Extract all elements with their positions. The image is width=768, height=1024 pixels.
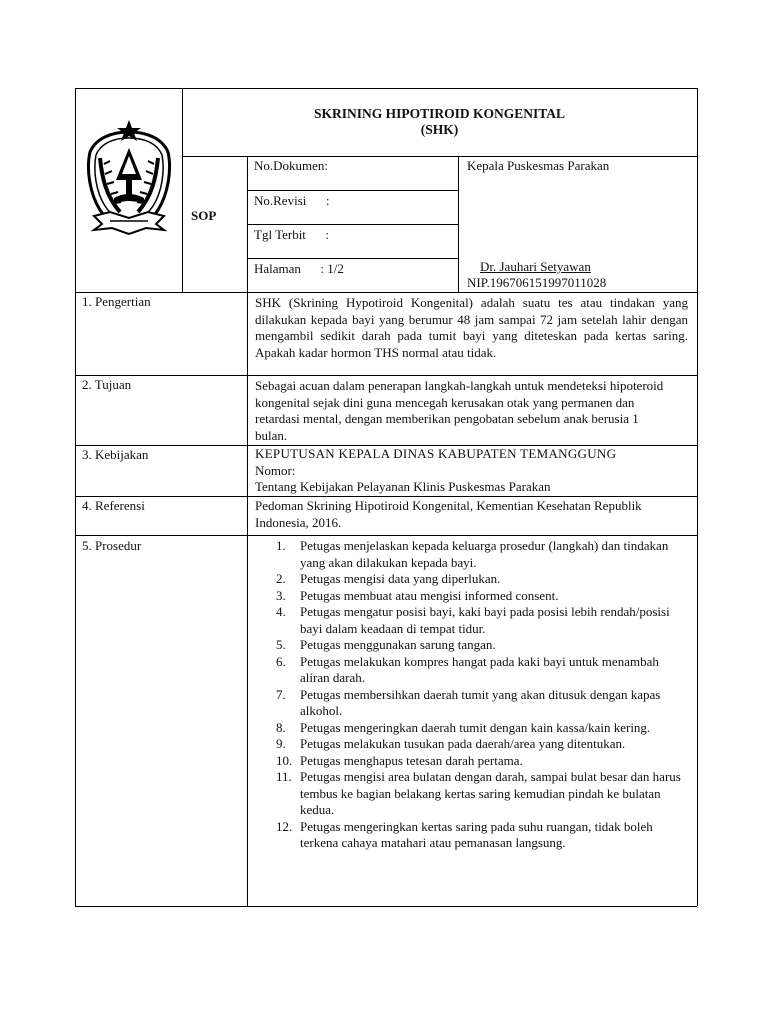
prosedur-steps — [276, 538, 690, 852]
procedure-step-text: Petugas membuat atau mengisi informed consent. — [300, 587, 559, 603]
kebijakan-line-2: Nomor: — [255, 462, 296, 478]
document-title — [182, 106, 697, 138]
procedure-step-number: 2. — [276, 571, 286, 586]
procedure-step-number: 9. — [276, 736, 286, 751]
kebijakan-label: 3. Kebijakan — [82, 447, 149, 462]
row-divider-1 — [75, 375, 697, 376]
procedure-step-text: Petugas menjelaskan kepada keluarga prosedur (langkah) dan tindakan yang akan dilakukan kepada bayi. — [300, 538, 669, 570]
issue-date-field: Tgl Terbit : — [254, 227, 330, 242]
procedure-step-number: 1. — [276, 538, 286, 553]
tujuan-text: Sebagai acuan dalam penerapan langkah-langkah untuk mendeteksi hipoteroid kongenital sejak dini guna mencegah kerusakan otak yang permanen dan retardasi mental, dengan memberikan pengobatan sebelum anak berusia 1 bulan. — [255, 378, 664, 443]
pengertian-text: SHK (Skrining Hypotiroid Kongenital) adalah suatu tes atau tindakan yang dilakukan kepada bayi yang berumur 48 jam sampai 72 jam setelah lahir dengan mengambil sedikit darah pada tumit bayi yang diteteskan pada kertas saring. Apakah kadar hormon THS normal atau tidak. — [255, 295, 688, 360]
procedure-step — [276, 720, 690, 737]
sop-divider — [247, 156, 248, 906]
table-border-top — [75, 88, 697, 89]
procedure-step-text: Petugas mengisi data yang diperlukan. — [300, 571, 501, 586]
table-border-left — [75, 88, 76, 906]
procedure-step-text: Petugas melakukan kompres hangat pada kaki bayi untuk menambah aliran darah. — [300, 653, 659, 685]
table-border-right — [697, 88, 698, 906]
docinfo-divider-2 — [247, 224, 458, 225]
procedure-step-number: 3. — [276, 587, 286, 603]
header-bottom-line — [75, 292, 697, 293]
regency-coat-of-arms-icon — [84, 118, 174, 242]
signature-nip: NIP.196706151997011028 — [467, 275, 607, 290]
procedure-step — [276, 819, 690, 852]
procedure-step-number: 12. — [276, 818, 293, 834]
referensi-text: Pedoman Skrining Hipotiroid Kongenital, Kementian Kesehatan Republik Indonesia, 2016. — [255, 498, 642, 530]
procedure-step-number: 7. — [276, 686, 286, 702]
pengertian-label: 1. Pengertian — [82, 294, 151, 309]
referensi-label: 4. Referensi — [82, 498, 145, 513]
procedure-step-number: 6. — [276, 653, 286, 669]
procedure-step — [276, 687, 690, 720]
procedure-step-number: 4. — [276, 604, 286, 619]
row-divider-3 — [75, 496, 697, 497]
signature-position: Kepala Puskesmas Parakan — [467, 158, 610, 173]
page-field: Halaman : 1/2 — [254, 261, 344, 276]
procedure-step — [276, 538, 690, 571]
procedure-step-text: Petugas melakukan tusukan pada daerah/area yang ditentukan. — [300, 736, 626, 751]
docinfo-divider-1 — [247, 190, 458, 191]
title-divider — [182, 156, 697, 157]
docinfo-divider-3 — [247, 258, 458, 259]
signature-divider — [458, 156, 459, 292]
procedure-step-text: Petugas mengeringkan daerah tumit dengan kain kassa/kain kering. — [300, 719, 651, 735]
procedure-step — [276, 736, 690, 753]
doc-number-field: No.Dokumen: — [254, 158, 329, 173]
procedure-step-text: Petugas mengatur posisi bayi, kaki bayi pada posisi lebih rendah/posisi bayi dalam keadaan di tempat tidur. — [300, 604, 670, 636]
row-divider-4 — [75, 535, 697, 536]
title-line-1: SKRINING HIPOTIROID KONGENITAL — [313, 106, 566, 121]
title-line-2: (SHK) — [420, 122, 459, 137]
sop-label: SOP — [191, 208, 217, 223]
procedure-step — [276, 769, 690, 819]
procedure-step — [276, 753, 690, 770]
procedure-step-number: 10. — [276, 752, 293, 768]
procedure-step-number: 5. — [276, 637, 286, 652]
table-border-bottom — [75, 906, 697, 907]
revision-field: No.Revisi : — [254, 193, 330, 208]
procedure-step — [276, 654, 690, 687]
kebijakan-text — [255, 446, 690, 496]
procedure-step-number: 11. — [276, 769, 292, 784]
procedure-step-text: Petugas mengeringkan kertas saring pada suhu ruangan, tidak boleh terkena cahaya matahari atau pemanasan langsung. — [300, 818, 653, 850]
procedure-step — [276, 571, 690, 588]
procedure-step-text: Petugas membersihkan daerah tumit yang akan ditusuk dengan kapas alkohol. — [300, 686, 661, 718]
procedure-step — [276, 637, 690, 654]
kebijakan-line-3: Tentang Kebijakan Pelayanan Klinis Puskesmas Parakan — [255, 479, 551, 494]
prosedur-label: 5. Prosedur — [82, 538, 142, 553]
procedure-step-text: Petugas mengisi area bulatan dengan darah, sampai bulat besar dan harus tembus ke bagian belakang kertas saring kemudian pindah ke bulatan kedua. — [300, 769, 681, 817]
signature-name: Dr. Jauhari Setyawan — [480, 259, 591, 274]
procedure-step-text: Petugas menggunakan sarung tangan. — [300, 637, 496, 652]
tujuan-label: 2. Tujuan — [82, 377, 132, 392]
procedure-step — [276, 604, 690, 637]
kebijakan-line-1: KEPUTUSAN KEPALA DINAS KABUPATEN TEMANGGUNG — [255, 446, 617, 461]
procedure-step-text: Petugas menghapus tetesan darah pertama. — [300, 752, 523, 768]
procedure-step-number: 8. — [276, 719, 286, 735]
procedure-step — [276, 588, 690, 605]
